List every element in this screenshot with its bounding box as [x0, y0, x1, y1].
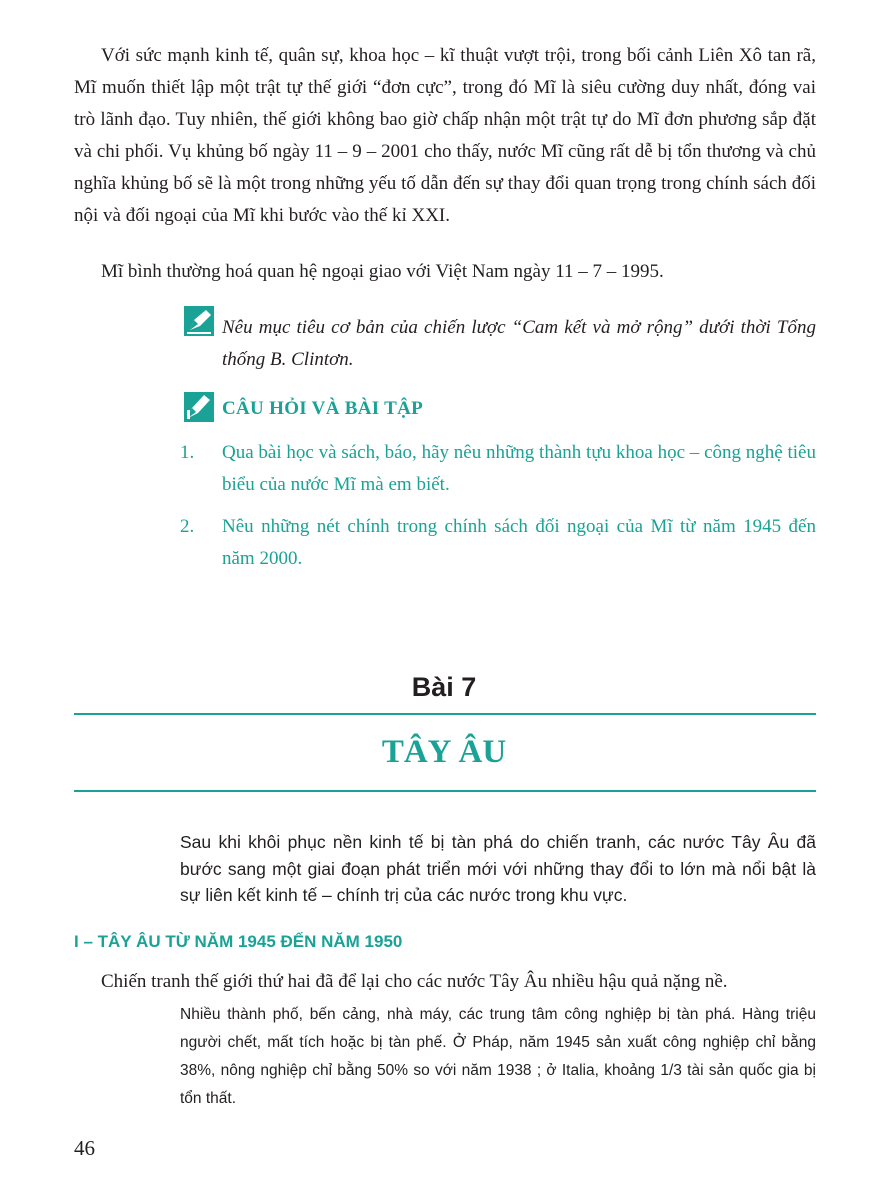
lesson-title: TÂY ÂU — [381, 734, 507, 770]
exercise-item — [180, 511, 816, 575]
section-heading: I – TÂY ÂU TỪ NĂM 1945 ĐẾN NĂM 1950 — [74, 932, 403, 951]
title-rule-top — [74, 713, 816, 715]
exercise-text: Nêu những nét chính trong chính sách đối ngoại của Mĩ từ năm 1945 đến năm 2000. — [222, 516, 816, 569]
exercises-heading: CÂU HỎI VÀ BÀI TẬP — [222, 398, 424, 419]
section-lead: Chiến tranh thế giới thứ hai đã để lại cho các nước Tây Âu nhiều hậu quả nặng nề. — [101, 971, 728, 992]
page-number: 46 — [74, 1136, 95, 1160]
exercise-item — [180, 437, 816, 501]
title-rule-bottom — [74, 790, 816, 792]
pencil-question-icon — [184, 306, 214, 336]
normalization-paragraph: Mĩ bình thường hoá quan hệ ngoại giao với Việt Nam ngày 11 – 7 – 1995. — [101, 261, 664, 282]
exercise-number: 1. — [180, 442, 195, 463]
lesson-summary: Sau khi khôi phục nền kinh tế bị tàn phá do chiến tranh, các nước Tây Âu đã bước sang một giai đoạn phát triển mới với những thay đổi to lớn mà nổi bật là sự liên kết kinh tế – chính trị của các nước trong khu vực. — [180, 832, 816, 905]
exercise-text: Qua bài học và sách, báo, hãy nêu những thành tựu khoa học – công nghệ tiêu biểu của nước Mĩ mà em biết. — [222, 442, 816, 495]
inline-question: Nêu mục tiêu cơ bản của chiến lược “Cam kết và mở rộng” dưới thời Tổng thống B. Clintơn. — [222, 317, 816, 370]
intro-paragraph: Với sức mạnh kinh tế, quân sự, khoa học – kĩ thuật vượt trội, trong bối cảnh Liên Xô tan rã, Mĩ muốn thiết lập một trật tự thế giới “đơn cực”, trong đó Mĩ là siêu cường duy nhất, đóng vai trò lãnh đạo. Tuy nhiên, thế giới không bao giờ chấp nhận một trật tự do Mĩ đơn phương sắp đặt và chi phối. Vụ khủng bố ngày 11 – 9 – 2001 cho thấy, nước Mĩ cũng rất dễ bị tổn thương và chủ nghĩa khủng bố sẽ là một trong những yếu tố dẫn đến sự thay đổi quan trọng trong chính sách đối nội và đối ngoại của Mĩ khi bước vào thế kỉ XXI. — [74, 45, 816, 226]
lesson-number: Bài 7 — [411, 672, 477, 702]
pencil-exercise-icon — [184, 392, 214, 422]
section-detail: Nhiều thành phố, bến cảng, nhà máy, các trung tâm công nghiệp bị tàn phá. Hàng triệu người chết, mất tích hoặc bị tàn phế. Ở Pháp, năm 1945 sản xuất công nghiệp chỉ bằng 38%, nông nghiệp chỉ bằng 50% so với năm 1938 ; ở Italia, khoảng 1/3 tài sản quốc gia bị tổn thất. — [180, 1006, 816, 1107]
exercise-number: 2. — [180, 516, 195, 537]
